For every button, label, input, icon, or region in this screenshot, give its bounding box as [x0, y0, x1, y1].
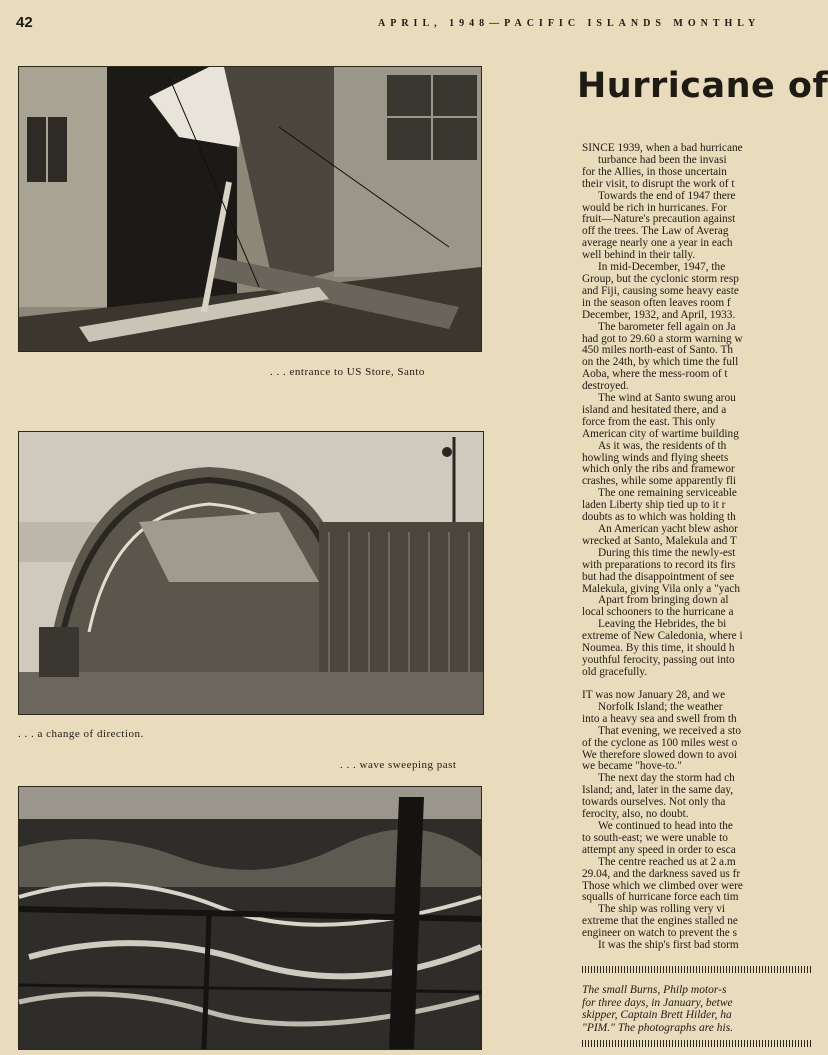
article-line: off the trees. The Law of Averag	[582, 225, 729, 238]
running-head: APRIL, 1948—PACIFIC ISLANDS MONTHLY	[378, 18, 761, 29]
article-line: to south-east; we were unable to	[582, 831, 728, 844]
article-line: The barometer fell again on Ja	[598, 320, 736, 333]
article-line: Noumea. By this time, it should h	[582, 642, 735, 655]
article-line: Malekula, giving Vila only a "yach	[582, 582, 741, 595]
article-line: and Fiji, causing some heavy easte	[582, 284, 739, 297]
article-line: squalls of hurricane force each tim	[582, 891, 739, 904]
article-line: had got to 29.60 a storm warning w	[582, 332, 743, 345]
photo-heavy-sea-image	[19, 787, 481, 1049]
article-line: During this time the newly-est	[598, 546, 736, 559]
article-line: attempt any speed in order to esca	[582, 843, 736, 856]
article-line: youthful ferocity, passing out into	[582, 653, 735, 666]
article-line: fruit—Nature's precaution against	[582, 213, 736, 226]
article-line: Apart from bringing down al	[598, 594, 729, 607]
note-line: for three days, in January, betwe	[582, 996, 733, 1009]
article-line: Group, but the cyclonic storm resp	[582, 272, 739, 285]
article-section-1	[582, 143, 822, 683]
caption-store-entrance: . . . entrance to US Store, Santo	[270, 366, 425, 378]
article-line: In mid-December, 1947, the	[598, 261, 726, 274]
article-line: The next day the storm had ch	[598, 772, 735, 785]
article-line: local schooners to the hurricane a	[582, 606, 734, 619]
article-line: Norfolk Island; the weather	[598, 700, 723, 713]
article-line: would be rich in hurricanes. For	[582, 201, 727, 214]
article-line: engineer on watch to prevent the s	[582, 927, 737, 940]
article-line: turbance had been the invasi	[598, 153, 727, 166]
article-line: An American yacht blew ashor	[598, 523, 738, 535]
article-line: on the 24th, by which time the full	[582, 356, 739, 369]
article-line: well behind in their tally.	[582, 249, 696, 262]
article-line: destroyed.	[582, 380, 629, 393]
article-line: Aoba, where the mess-room of t	[582, 368, 728, 381]
editor-note	[582, 984, 822, 1034]
photo-store-entrance-image	[19, 67, 481, 351]
article-line: It was the ship's first bad storm	[598, 939, 739, 952]
article-line: force from the east. This only	[582, 415, 716, 428]
note-line: skipper, Captain Brett Hilder, ha	[582, 1009, 732, 1021]
article-line: IT was now January 28, and we	[582, 689, 726, 701]
article-line: 29.04, and the darkness saved us fr	[582, 867, 741, 880]
article-section-2	[582, 690, 822, 955]
article-line: of the cyclone as 100 miles west o	[582, 736, 738, 749]
article-line: 450 miles north-east of Santo. Th	[582, 344, 734, 357]
article-line: crashes, while some apparently fli	[582, 475, 737, 488]
decorative-rule-bottom	[582, 1040, 812, 1047]
article-line: we became "hove-to."	[582, 760, 682, 773]
article-line: old gracefully.	[582, 665, 648, 678]
article-line: doubts as to which was holding th	[582, 511, 736, 524]
caption-change-of-direction: . . . a change of direction.	[18, 728, 144, 740]
article-line: American city of wartime building	[582, 427, 739, 440]
photo-heavy-sea	[18, 786, 482, 1050]
article-line: but had the disappointment of see	[582, 570, 735, 583]
article-line: extreme that the engines stalled ne	[582, 915, 738, 928]
article-line: which only the ribs and framewor	[582, 463, 735, 476]
article-line: We therefore slowed down to avoi	[582, 748, 738, 761]
article-line: As it was, the residents of th	[598, 439, 727, 452]
article-line: island and hesitated there, and a	[582, 403, 727, 416]
article-line: The wind at Santo swung arou	[598, 392, 736, 405]
article-line: We continued to head into the	[598, 819, 733, 832]
article-line: for the Allies, in those uncertain	[582, 165, 727, 178]
article-line: wrecked at Santo, Malekula and T	[582, 534, 737, 547]
note-line: The small Burns, Philp motor-s	[582, 984, 727, 996]
article-line: their visit, to disrupt the work of t	[582, 177, 735, 190]
article-line: howling winds and flying sheets	[582, 451, 729, 464]
photo-store-entrance	[18, 66, 482, 352]
page-number: 42	[16, 14, 33, 31]
article-line: That evening, we received a sto	[598, 724, 742, 737]
article-line: The ship was rolling very vi	[598, 903, 726, 916]
article-line: December, 1932, and April, 1933.	[582, 308, 736, 321]
article-line: laden Liberty ship tied up to it r	[582, 499, 726, 512]
article-line: in the season often leaves room f	[582, 296, 731, 309]
note-line: "PIM." The photographs are his.	[582, 1021, 734, 1034]
article-line: Towards the end of 1947 there	[598, 189, 736, 202]
article-line: The one remaining serviceable	[598, 487, 737, 500]
article-line: ferocity, also, no doubt.	[582, 808, 689, 821]
article-line: Those which we climbed over were	[582, 879, 743, 892]
caption-wave-sweeping: . . . wave sweeping past	[340, 759, 457, 771]
photo-quonset-hut-image	[19, 432, 483, 714]
article-line: SINCE 1939, when a bad hurricane	[582, 142, 743, 154]
article-line: Island; and, later in the same day,	[582, 784, 734, 797]
article-line: into a heavy sea and swell from th	[582, 712, 737, 725]
article-line: The centre reached us at 2 a.m	[598, 855, 736, 868]
article-line: towards ourselves. Not only tha	[582, 796, 726, 809]
decorative-rule-top	[582, 966, 812, 973]
article-line: with preparations to record its firs	[582, 558, 736, 571]
article-line: Leaving the Hebrides, the bi	[598, 618, 727, 631]
article-line: extreme of New Caledonia, where i	[582, 630, 743, 643]
article-headline: Hurricane of	[577, 66, 828, 106]
article-line: average nearly one a year in each	[582, 237, 733, 250]
photo-quonset-hut	[18, 431, 484, 715]
